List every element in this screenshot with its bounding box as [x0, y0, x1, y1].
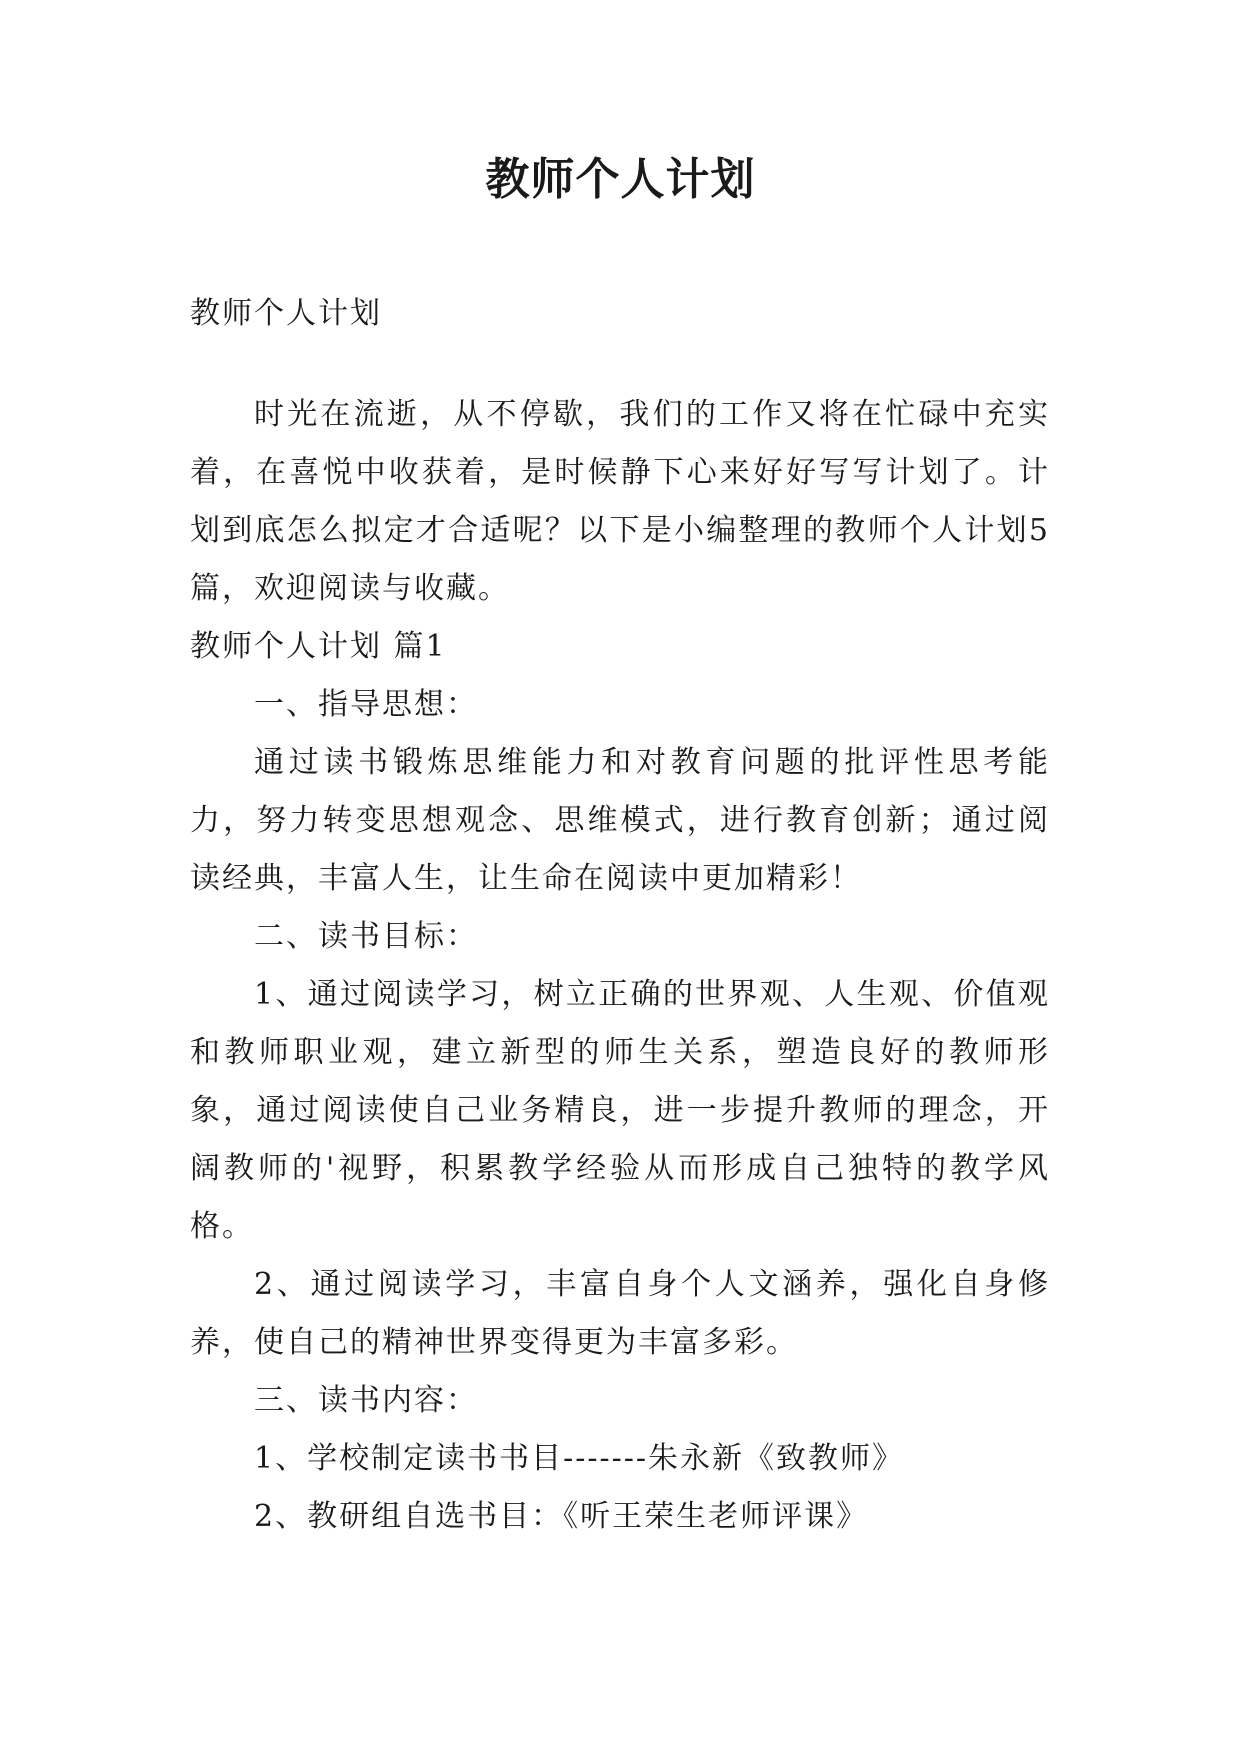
heading-reading-goals: 二、读书目标： [254, 919, 478, 954]
section-heading-part1: 教师个人计划 篇1 [190, 629, 447, 664]
document-title: 教师个人计划 [485, 154, 756, 205]
paragraph-goal-2: 2、通过阅读学习，丰富自身个人文涵养，强化自身修养，使自己的精神世界变得更为丰富多彩。 [190, 1267, 1050, 1360]
document-body [190, 285, 1050, 1546]
paragraph-guiding-idea: 通过读书锻炼思维能力和对教育问题的批评性思考能力，努力转变思想观念、思维模式，进行教育创新；通过阅读经典，丰富人生，让生命在阅读中更加精彩！ [190, 745, 1050, 896]
heading-reading-content: 三、读书内容： [254, 1383, 478, 1418]
heading-guiding-idea: 一、指导思想： [254, 687, 478, 722]
paragraph-content-1: 1、学校制定读书书目-------朱永新《致教师》 [254, 1441, 905, 1476]
paragraph-content-2: 2、教研组自选书目：《听王荣生老师评课》 [254, 1499, 869, 1534]
paragraph-goal-1: 1、通过阅读学习，树立正确的世界观、人生观、价值观和教师职业观，建立新型的师生关系，塑造良好的教师形象，通过阅读使自己业务精良，进一步提升教师的理念，开阔教师的'视野，积累教学经验从而形成自己独特的教学风格。 [190, 977, 1050, 1244]
intro-paragraph: 时光在流逝，从不停歇，我们的工作又将在忙碌中充实着，在喜悦中收获着，是时候静下心来好好写写计划了。计划到底怎么拟定才合适呢？以下是小编整理的教师个人计划5篇，欢迎阅读与收藏。 [190, 397, 1050, 606]
document-subtitle: 教师个人计划 [190, 296, 382, 331]
